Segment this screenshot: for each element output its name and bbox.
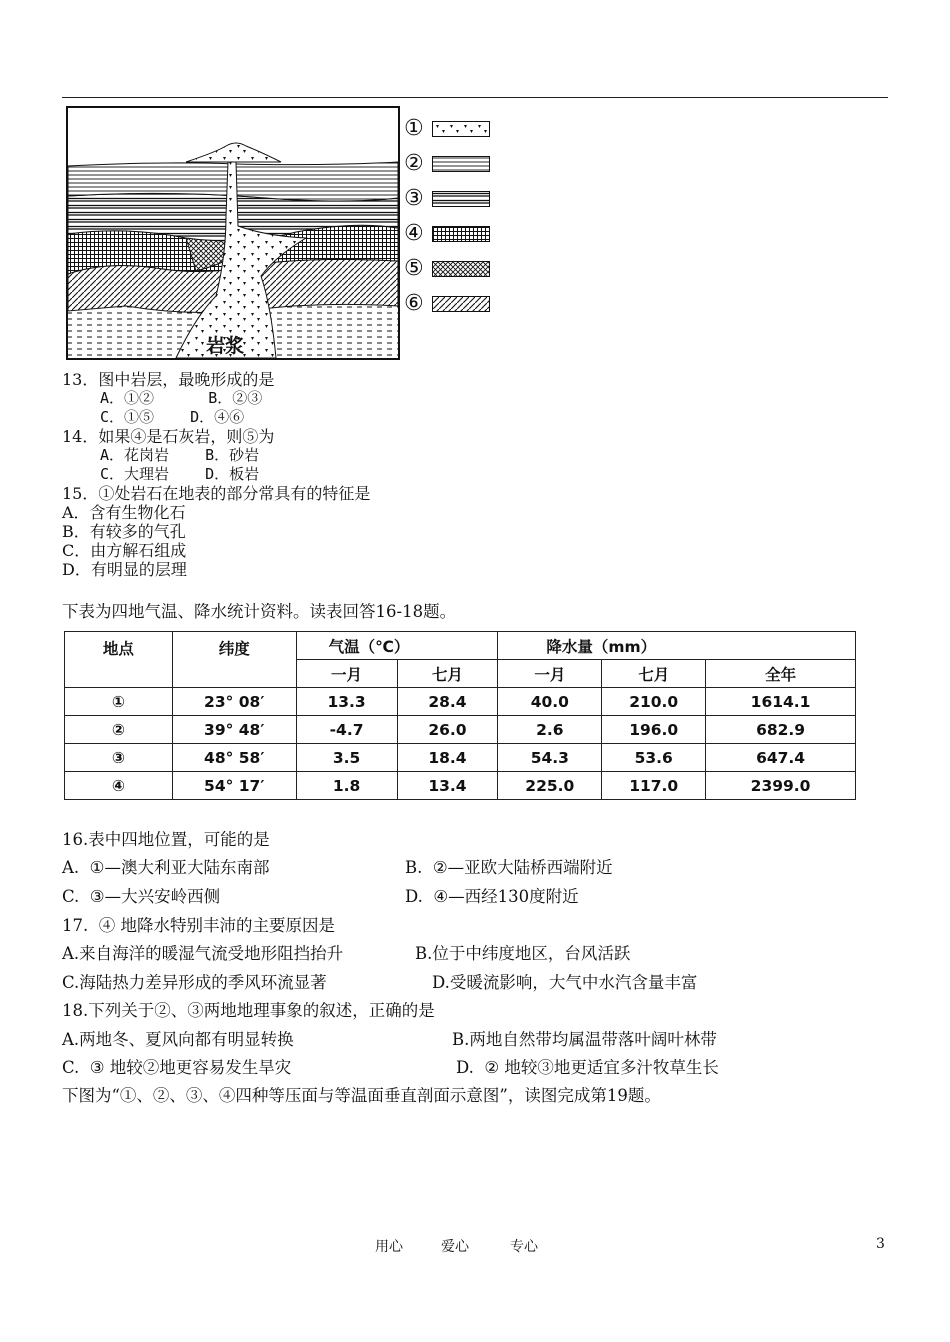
legend-item-5: ⑤ bbox=[404, 258, 490, 280]
header-temperature: 气温（℃） bbox=[296, 632, 498, 660]
q14-options-2: C．大理岩 D．板岩 bbox=[100, 465, 260, 483]
q17-option-c: C.海陆热力差异形成的季风环流显著 bbox=[62, 973, 327, 992]
q18-option-a: A.两地冬、夏风向都有明显转换 bbox=[62, 1030, 294, 1049]
q17-stem: 17. ④ 地降水特别丰沛的主要原因是 bbox=[62, 916, 335, 935]
pattern-swatch-3 bbox=[432, 191, 490, 207]
table-row: ③ 48° 58′ 3.5 18.4 54.3 53.6 647.4 bbox=[65, 744, 856, 772]
table-row: ② 39° 48′ -4.7 26.0 2.6 196.0 682.9 bbox=[65, 716, 856, 744]
pattern-swatch-4 bbox=[432, 226, 490, 242]
q15-option-a: A．含有生物化石 bbox=[62, 503, 186, 522]
header-location: 地点 bbox=[65, 632, 173, 688]
header-precipitation: 降水量（mm） bbox=[498, 632, 856, 660]
q13-options-1: A．①② B．②③ bbox=[100, 389, 263, 407]
q18-option-b: B.两地自然带均属温带落叶阔叶林带 bbox=[452, 1030, 717, 1049]
q16-option-b: B. ②—亚欧大陆桥西端附近 bbox=[405, 858, 613, 877]
q18-stem: 18.下列关于②、③两地地理事象的叙述，正确的是 bbox=[62, 1001, 435, 1020]
header-latitude: 纬度 bbox=[172, 632, 296, 688]
header-rule bbox=[62, 97, 888, 98]
pattern-swatch-6 bbox=[432, 296, 490, 312]
q15-stem: 15．①处岩石在地表的部分常具有的特征是 bbox=[62, 484, 371, 503]
pattern-swatch-2 bbox=[432, 156, 490, 172]
climate-table bbox=[64, 631, 856, 800]
header-precip-jan: 一月 bbox=[498, 660, 602, 688]
footer-middle: 爱心 bbox=[441, 1239, 469, 1255]
q15-option-d: D．有明显的层理 bbox=[62, 560, 187, 579]
table-row: ④ 54° 17′ 1.8 13.4 225.0 117.0 2399.0 bbox=[65, 772, 856, 800]
q13-options-2: C．①⑤ D．④⑥ bbox=[100, 408, 245, 426]
table-row: ① 23° 08′ 13.3 28.4 40.0 210.0 1614.1 bbox=[65, 688, 856, 716]
page-number: 3 bbox=[876, 1236, 885, 1252]
q17-option-a: A.来自海洋的暖湿气流受地形阻挡抬升 bbox=[62, 944, 344, 963]
q18-option-c: C. ③ 地较②地更容易发生旱灾 bbox=[62, 1058, 292, 1077]
table-intro: 下表为四地气温、降水统计资料。读表回答16-18题。 bbox=[62, 602, 457, 621]
footer-left: 用心 bbox=[375, 1239, 403, 1255]
q16-option-a: A. ①—澳大利亚大陆东南部 bbox=[62, 858, 270, 877]
q15-option-b: B．有较多的气孔 bbox=[62, 522, 186, 541]
legend-item-2: ② bbox=[404, 153, 490, 175]
pattern-swatch-5 bbox=[432, 261, 490, 277]
q16-option-c: C. ③—大兴安岭西侧 bbox=[62, 887, 221, 906]
header-precip-jul: 七月 bbox=[602, 660, 706, 688]
header-temp-jan: 一月 bbox=[296, 660, 397, 688]
q17-option-d: D.受暖流影响，大气中水汽含量丰富 bbox=[432, 973, 698, 992]
q17-option-b: B.位于中纬度地区，台风活跃 bbox=[415, 944, 631, 963]
legend-item-6: ⑥ bbox=[404, 293, 490, 315]
q13-stem: 13．图中岩层，最晚形成的是 bbox=[62, 370, 275, 389]
legend-item-3: ③ bbox=[404, 188, 490, 210]
q14-options-1: A．花岗岩 B．砂岩 bbox=[100, 446, 260, 464]
header-precip-year: 全年 bbox=[706, 660, 856, 688]
header-temp-jul: 七月 bbox=[397, 660, 498, 688]
pattern-swatch-1 bbox=[432, 121, 490, 137]
legend-item-4: ④ bbox=[404, 223, 490, 245]
q16-option-d: D. ④—西经130度附近 bbox=[405, 887, 579, 906]
footer-right: 专心 bbox=[510, 1239, 538, 1255]
q19-intro: 下图为“①、②、③、④四种等压面与等温面垂直剖面示意图”，读图完成第19题。 bbox=[62, 1086, 661, 1105]
q14-stem: 14．如果④是石灰岩，则⑤为 bbox=[62, 427, 275, 446]
magma-label: 岩浆 bbox=[206, 335, 245, 357]
rock-layer-diagram bbox=[66, 106, 400, 360]
q15-option-c: C．由方解石组成 bbox=[62, 541, 187, 560]
q18-option-d: D. ② 地较③地更适宜多汁牧草生长 bbox=[456, 1058, 719, 1077]
legend-item-1: ① bbox=[404, 118, 490, 140]
q16-stem: 16.表中四地位置，可能的是 bbox=[62, 830, 270, 849]
